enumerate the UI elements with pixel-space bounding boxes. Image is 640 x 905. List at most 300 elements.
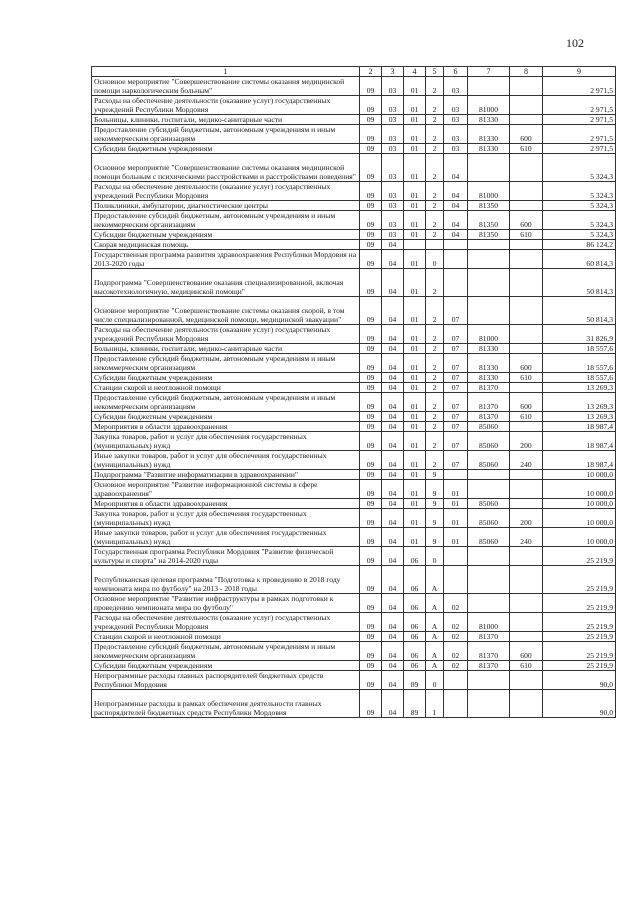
row-name-cell: Скорая медицинская помощь — [92, 240, 360, 250]
event-code-cell: 03 — [444, 144, 468, 154]
program-code-cell: 01 — [404, 125, 426, 144]
program-code-cell: 06 — [404, 661, 426, 671]
subsection-code-cell: 03 — [382, 201, 404, 211]
section-code-cell: 09 — [360, 77, 382, 96]
table-row — [92, 632, 616, 642]
direction-code-cell: 81000 — [468, 96, 510, 115]
event-code-cell — [444, 470, 468, 480]
table-row — [92, 566, 616, 594]
program-code-cell: 01 — [404, 201, 426, 211]
expense-type-cell — [510, 594, 543, 613]
expense-type-cell — [510, 422, 543, 432]
direction-code-cell: 81000 — [468, 325, 510, 344]
table-row — [92, 671, 616, 690]
row-name-cell: Предоставление субсидий бюджетным, автономным учреждениям и иным некоммерческим организациям — [92, 125, 360, 144]
section-code-cell: 09 — [360, 344, 382, 354]
amount-cell: 25 219,9 — [543, 547, 616, 566]
expense-type-cell — [510, 470, 543, 480]
program-code-cell: 01 — [404, 480, 426, 499]
subsection-code-cell: 04 — [382, 250, 404, 269]
amount-cell: 90,0 — [543, 671, 616, 690]
section-code-cell: 09 — [360, 547, 382, 566]
table-body — [92, 77, 616, 718]
direction-code-cell: 81330 — [468, 354, 510, 373]
row-name-cell: Субсидии бюджетным учреждениям — [92, 412, 360, 422]
program-code-cell: 01 — [404, 499, 426, 509]
amount-cell: 31 826,9 — [543, 325, 616, 344]
program-code-cell: 01 — [404, 412, 426, 422]
table-row — [92, 470, 616, 480]
subprogram-code-cell: 2 — [426, 412, 444, 422]
amount-cell: 5 324,3 — [543, 182, 616, 201]
event-code-cell: 01 — [444, 528, 468, 547]
program-code-cell: 01 — [404, 211, 426, 230]
subsection-code-cell: 04 — [382, 297, 404, 325]
program-code-cell: 06 — [404, 566, 426, 594]
direction-code-cell: 81350 — [468, 201, 510, 211]
amount-cell: 10 000,0 — [543, 480, 616, 499]
event-code-cell: 03 — [444, 77, 468, 96]
amount-cell: 86 124,2 — [543, 240, 616, 250]
subsection-code-cell: 04 — [382, 499, 404, 509]
table-row — [92, 344, 616, 354]
program-code-cell: 01 — [404, 269, 426, 297]
program-code-cell: 01 — [404, 230, 426, 240]
section-code-cell: 09 — [360, 144, 382, 154]
section-code-cell: 09 — [360, 393, 382, 412]
table-row — [92, 154, 616, 182]
amount-cell: 2 971,5 — [543, 77, 616, 96]
program-code-cell: 01 — [404, 393, 426, 412]
subsection-code-cell: 03 — [382, 211, 404, 230]
event-code-cell: 07 — [444, 422, 468, 432]
subprogram-code-cell: 2 — [426, 230, 444, 240]
expense-type-cell — [510, 632, 543, 642]
event-code-cell: 04 — [444, 201, 468, 211]
section-code-cell: 09 — [360, 642, 382, 661]
expense-type-cell: 240 — [510, 451, 543, 470]
row-name-cell: Подпрограмма "Совершенствование оказания специализированной, включая высокотехнологичную, медицинской помощи" — [92, 269, 360, 297]
subsection-code-cell: 04 — [382, 383, 404, 393]
row-name-cell: Расходы на обеспечение деятельности (оказание услуг) государственных учреждений Республики Мордовия — [92, 613, 360, 632]
section-code-cell: 09 — [360, 566, 382, 594]
direction-code-cell: 85060 — [468, 432, 510, 451]
subsection-code-cell: 04 — [382, 412, 404, 422]
program-code-cell: 01 — [404, 115, 426, 125]
section-code-cell: 09 — [360, 661, 382, 671]
section-code-cell: 09 — [360, 383, 382, 393]
row-name-cell: Иные закупки товаров, работ и услуг для обеспечения государственных (муниципальных) нужд — [92, 451, 360, 470]
program-code-cell: 01 — [404, 528, 426, 547]
table-row — [92, 125, 616, 144]
section-code-cell: 09 — [360, 269, 382, 297]
row-name-cell: Субсидии бюджетным учреждениям — [92, 230, 360, 240]
subsection-code-cell: 04 — [382, 594, 404, 613]
row-name-cell: Расходы на обеспечение деятельности (оказание услуг) государственных учреждений Республики Мордовия — [92, 96, 360, 115]
event-code-cell: 02 — [444, 642, 468, 661]
expense-type-cell — [510, 154, 543, 182]
event-code-cell: 04 — [444, 182, 468, 201]
subprogram-code-cell: 9 — [426, 499, 444, 509]
subprogram-code-cell: 2 — [426, 144, 444, 154]
program-code-cell: 06 — [404, 594, 426, 613]
row-name-cell: Поликлиники, амбулатории, диагностические центры — [92, 201, 360, 211]
expense-type-cell — [510, 383, 543, 393]
subprogram-code-cell: 2 — [426, 297, 444, 325]
direction-code-cell — [468, 547, 510, 566]
direction-code-cell — [468, 470, 510, 480]
amount-cell: 25 219,9 — [543, 632, 616, 642]
event-code-cell: 02 — [444, 613, 468, 632]
table-row — [92, 96, 616, 115]
event-code-cell: 03 — [444, 96, 468, 115]
amount-cell: 5 324,3 — [543, 201, 616, 211]
section-code-cell: 09 — [360, 594, 382, 613]
subprogram-code-cell: 9 — [426, 528, 444, 547]
amount-cell: 90,0 — [543, 690, 616, 718]
amount-cell: 60 814,3 — [543, 250, 616, 269]
section-code-cell: 09 — [360, 499, 382, 509]
table-row — [92, 354, 616, 373]
direction-code-cell: 81330 — [468, 373, 510, 383]
row-name-cell: Государственная программа Республики Мордовия "Развитие физической культуры и спорта" на 2014-2020 годы — [92, 547, 360, 566]
section-code-cell: 09 — [360, 451, 382, 470]
amount-cell: 25 219,9 — [543, 642, 616, 661]
amount-cell: 13 269,3 — [543, 383, 616, 393]
header-cell: 8 — [510, 67, 543, 77]
header-row — [92, 67, 616, 77]
amount-cell: 25 219,9 — [543, 613, 616, 632]
section-code-cell: 09 — [360, 115, 382, 125]
table-row — [92, 250, 616, 269]
subprogram-code-cell: 2 — [426, 154, 444, 182]
amount-cell: 50 814,3 — [543, 297, 616, 325]
table-row — [92, 690, 616, 718]
subprogram-code-cell: А — [426, 661, 444, 671]
subsection-code-cell: 04 — [382, 451, 404, 470]
table-row — [92, 509, 616, 528]
amount-cell: 25 219,9 — [543, 566, 616, 594]
program-code-cell: 01 — [404, 344, 426, 354]
event-code-cell: 07 — [444, 412, 468, 422]
subsection-code-cell: 04 — [382, 344, 404, 354]
section-code-cell: 09 — [360, 325, 382, 344]
subprogram-code-cell: 2 — [426, 201, 444, 211]
section-code-cell: 09 — [360, 690, 382, 718]
section-code-cell: 09 — [360, 211, 382, 230]
subprogram-code-cell: 1 — [426, 690, 444, 718]
program-code-cell: 06 — [404, 632, 426, 642]
row-name-cell: Основное мероприятие "Развитие инфраструктуры в рамках подготовки к проведению чемпионата мира по футболу" — [92, 594, 360, 613]
subprogram-code-cell: 9 — [426, 509, 444, 528]
direction-code-cell: 81000 — [468, 182, 510, 201]
expense-type-cell: 610 — [510, 230, 543, 240]
row-name-cell: Предоставление субсидий бюджетным, автономным учреждениям и иным некоммерческим организациям — [92, 354, 360, 373]
program-code-cell: 01 — [404, 325, 426, 344]
amount-cell: 18 557,6 — [543, 344, 616, 354]
direction-code-cell: 85060 — [468, 422, 510, 432]
subsection-code-cell: 04 — [382, 480, 404, 499]
expense-type-cell — [510, 250, 543, 269]
program-code-cell: 06 — [404, 547, 426, 566]
subsection-code-cell: 04 — [382, 509, 404, 528]
subsection-code-cell: 03 — [382, 154, 404, 182]
event-code-cell: 03 — [444, 125, 468, 144]
expense-type-cell — [510, 240, 543, 250]
expense-type-cell — [510, 201, 543, 211]
event-code-cell: 07 — [444, 393, 468, 412]
amount-cell: 18 557,6 — [543, 373, 616, 383]
header-cell: 5 — [426, 67, 444, 77]
table-row — [92, 594, 616, 613]
event-code-cell: 03 — [444, 115, 468, 125]
amount-cell: 50 814,3 — [543, 269, 616, 297]
direction-code-cell: 81370 — [468, 661, 510, 671]
subsection-code-cell: 04 — [382, 470, 404, 480]
expense-type-cell — [510, 96, 543, 115]
event-code-cell: 07 — [444, 325, 468, 344]
row-name-cell: Расходы на обеспечение деятельности (оказание услуг) государственных учреждений Республики Мордовия — [92, 325, 360, 344]
program-code-cell: 01 — [404, 470, 426, 480]
table-row — [92, 661, 616, 671]
subprogram-code-cell: 2 — [426, 344, 444, 354]
subprogram-code-cell: 2 — [426, 451, 444, 470]
program-code-cell: 01 — [404, 182, 426, 201]
section-code-cell: 09 — [360, 613, 382, 632]
subsection-code-cell: 04 — [382, 422, 404, 432]
section-code-cell: 09 — [360, 422, 382, 432]
table-row — [92, 480, 616, 499]
table-row — [92, 642, 616, 661]
amount-cell: 25 219,9 — [543, 594, 616, 613]
program-code-cell: 01 — [404, 250, 426, 269]
subprogram-code-cell: А — [426, 594, 444, 613]
section-code-cell: 09 — [360, 470, 382, 480]
direction-code-cell: 85060 — [468, 528, 510, 547]
table-row — [92, 451, 616, 470]
expense-type-cell: 200 — [510, 432, 543, 451]
event-code-cell: 07 — [444, 344, 468, 354]
direction-code-cell: 81330 — [468, 144, 510, 154]
amount-cell: 5 324,3 — [543, 211, 616, 230]
subsection-code-cell: 03 — [382, 96, 404, 115]
section-code-cell: 09 — [360, 354, 382, 373]
program-code-cell: 01 — [404, 96, 426, 115]
subsection-code-cell: 03 — [382, 144, 404, 154]
row-name-cell: Непрограммные расходы в рамках обеспечения деятельности главных распорядителей бюджетных средств Республики Мордовия — [92, 690, 360, 718]
event-code-cell — [444, 269, 468, 297]
expense-type-cell: 240 — [510, 528, 543, 547]
amount-cell: 2 971,5 — [543, 144, 616, 154]
direction-code-cell — [468, 297, 510, 325]
expense-type-cell — [510, 182, 543, 201]
program-code-cell: 01 — [404, 297, 426, 325]
header-cell: 7 — [468, 67, 510, 77]
row-name-cell: Расходы на обеспечение деятельности (оказание услуг) государственных учреждений Республики Мордовия — [92, 182, 360, 201]
subprogram-code-cell: А — [426, 632, 444, 642]
row-name-cell: Субсидии бюджетным учреждениям — [92, 373, 360, 383]
program-code-cell: 01 — [404, 354, 426, 373]
expense-type-cell: 610 — [510, 412, 543, 422]
subprogram-code-cell: 2 — [426, 393, 444, 412]
event-code-cell — [444, 671, 468, 690]
row-name-cell: Закупка товаров, работ и услуг для обеспечения государственных (муниципальных) нужд — [92, 509, 360, 528]
row-name-cell: Основное мероприятие "Совершенствование системы оказания скорой, в том числе специализированной, медицинской помощи, медицинской эвакуации" — [92, 297, 360, 325]
section-code-cell: 09 — [360, 528, 382, 547]
table-row — [92, 201, 616, 211]
table-row — [92, 547, 616, 566]
section-code-cell: 09 — [360, 297, 382, 325]
expense-type-cell — [510, 297, 543, 325]
expense-type-cell: 200 — [510, 509, 543, 528]
row-name-cell: Субсидии бюджетным учреждениям — [92, 144, 360, 154]
program-code-cell: 06 — [404, 642, 426, 661]
expense-type-cell: 600 — [510, 125, 543, 144]
table-row — [92, 269, 616, 297]
event-code-cell: 02 — [444, 661, 468, 671]
section-code-cell: 09 — [360, 509, 382, 528]
amount-cell: 5 324,3 — [543, 230, 616, 240]
direction-code-cell — [468, 240, 510, 250]
subsection-code-cell: 04 — [382, 354, 404, 373]
section-code-cell: 09 — [360, 632, 382, 642]
subprogram-code-cell: 2 — [426, 383, 444, 393]
subprogram-code-cell: 2 — [426, 211, 444, 230]
direction-code-cell — [468, 250, 510, 269]
subprogram-code-cell: А — [426, 613, 444, 632]
direction-code-cell: 85060 — [468, 451, 510, 470]
header-cell: 6 — [444, 67, 468, 77]
subprogram-code-cell: 9 — [426, 480, 444, 499]
event-code-cell: 01 — [444, 509, 468, 528]
subprogram-code-cell: 2 — [426, 77, 444, 96]
row-name-cell: Закупка товаров, работ и услуг для обеспечения государственных (муниципальных) нужд — [92, 432, 360, 451]
subsection-code-cell: 04 — [382, 240, 404, 250]
event-code-cell — [444, 690, 468, 718]
subprogram-code-cell: А — [426, 642, 444, 661]
row-name-cell: Подпрограмма "Развитие информатизации в здравоохранении" — [92, 470, 360, 480]
subprogram-code-cell: 0 — [426, 250, 444, 269]
program-code-cell: 89 — [404, 690, 426, 718]
direction-code-cell — [468, 594, 510, 613]
event-code-cell: 01 — [444, 499, 468, 509]
direction-code-cell: 81350 — [468, 211, 510, 230]
direction-code-cell: 81370 — [468, 383, 510, 393]
row-name-cell: Иные закупки товаров, работ и услуг для обеспечения государственных (муниципальных) нужд — [92, 528, 360, 547]
subsection-code-cell: 04 — [382, 528, 404, 547]
section-code-cell: 09 — [360, 154, 382, 182]
row-name-cell: Предоставление субсидий бюджетным, автономным учреждениям и иным некоммерческим организациям — [92, 642, 360, 661]
row-name-cell: Основное мероприятие "Развитие информационной системы в сфере здравоохранения" — [92, 480, 360, 499]
table-row — [92, 182, 616, 201]
subprogram-code-cell: 2 — [426, 422, 444, 432]
direction-code-cell — [468, 480, 510, 499]
event-code-cell: 04 — [444, 211, 468, 230]
row-name-cell: Республиканская целевая программа "Подготовка к проведению в 2018 году чемпионата мира по футболу" на 2013 - 2018 годы — [92, 566, 360, 594]
event-code-cell: 07 — [444, 373, 468, 383]
amount-cell: 10 000,0 — [543, 470, 616, 480]
subsection-code-cell: 04 — [382, 547, 404, 566]
subprogram-code-cell: 2 — [426, 182, 444, 201]
section-code-cell: 09 — [360, 182, 382, 201]
subsection-code-cell: 04 — [382, 269, 404, 297]
program-code-cell: 01 — [404, 383, 426, 393]
row-name-cell: Непрограммные расходы главных распорядителей бюджетных средств Республики Мордовия — [92, 671, 360, 690]
row-name-cell: Больницы, клиники, госпитали, медико-санитарные части — [92, 344, 360, 354]
amount-cell: 2 971,5 — [543, 125, 616, 144]
subprogram-code-cell: 0 — [426, 547, 444, 566]
amount-cell: 5 324,3 — [543, 154, 616, 182]
subprogram-code-cell: 2 — [426, 325, 444, 344]
direction-code-cell: 85060 — [468, 499, 510, 509]
row-name-cell: Предоставление субсидий бюджетным, автономным учреждениям и иным некоммерческим организациям — [92, 393, 360, 412]
expense-type-cell — [510, 344, 543, 354]
section-code-cell: 09 — [360, 250, 382, 269]
expense-type-cell — [510, 115, 543, 125]
event-code-cell: 04 — [444, 154, 468, 182]
expense-type-cell: 600 — [510, 354, 543, 373]
direction-code-cell — [468, 690, 510, 718]
row-name-cell: Основное мероприятие "Совершенствование системы оказания медицинской помощи наркологическим больным" — [92, 77, 360, 96]
direction-code-cell: 85060 — [468, 509, 510, 528]
section-code-cell: 09 — [360, 230, 382, 240]
amount-cell: 13 269,3 — [543, 393, 616, 412]
row-name-cell: Государственная программа развития здравоохранения Республики Мордовия на 2013-2020 годы — [92, 250, 360, 269]
program-code-cell: 01 — [404, 77, 426, 96]
row-name-cell: Станции скорой и неотложной помощи — [92, 383, 360, 393]
section-code-cell: 09 — [360, 240, 382, 250]
subprogram-code-cell: 2 — [426, 354, 444, 373]
program-code-cell: 01 — [404, 422, 426, 432]
program-code-cell — [404, 240, 426, 250]
program-code-cell: 01 — [404, 509, 426, 528]
expense-type-cell — [510, 480, 543, 499]
direction-code-cell — [468, 77, 510, 96]
event-code-cell — [444, 240, 468, 250]
expense-type-cell — [510, 613, 543, 632]
subprogram-code-cell: А — [426, 566, 444, 594]
subsection-code-cell: 03 — [382, 115, 404, 125]
table-row — [92, 422, 616, 432]
section-code-cell: 09 — [360, 201, 382, 211]
header-cell: 9 — [543, 67, 616, 77]
subsection-code-cell: 04 — [382, 613, 404, 632]
amount-cell: 10 000,0 — [543, 499, 616, 509]
expense-type-cell: 610 — [510, 144, 543, 154]
event-code-cell: 02 — [444, 594, 468, 613]
subprogram-code-cell: 2 — [426, 115, 444, 125]
amount-cell: 2 971,5 — [543, 115, 616, 125]
event-code-cell — [444, 547, 468, 566]
program-code-cell: 06 — [404, 613, 426, 632]
direction-code-cell: 81330 — [468, 344, 510, 354]
direction-code-cell: 81330 — [468, 125, 510, 144]
amount-cell: 18 557,6 — [543, 354, 616, 373]
section-code-cell: 09 — [360, 412, 382, 422]
event-code-cell: 07 — [444, 383, 468, 393]
event-code-cell: 07 — [444, 432, 468, 451]
program-code-cell: 89 — [404, 671, 426, 690]
header-cell: 3 — [382, 67, 404, 77]
subprogram-code-cell: 2 — [426, 373, 444, 383]
header-cell: 1 — [92, 67, 360, 77]
program-code-cell: 01 — [404, 432, 426, 451]
expense-type-cell — [510, 690, 543, 718]
direction-code-cell — [468, 269, 510, 297]
amount-cell: 18 987,4 — [543, 451, 616, 470]
subsection-code-cell: 03 — [382, 125, 404, 144]
direction-code-cell — [468, 671, 510, 690]
